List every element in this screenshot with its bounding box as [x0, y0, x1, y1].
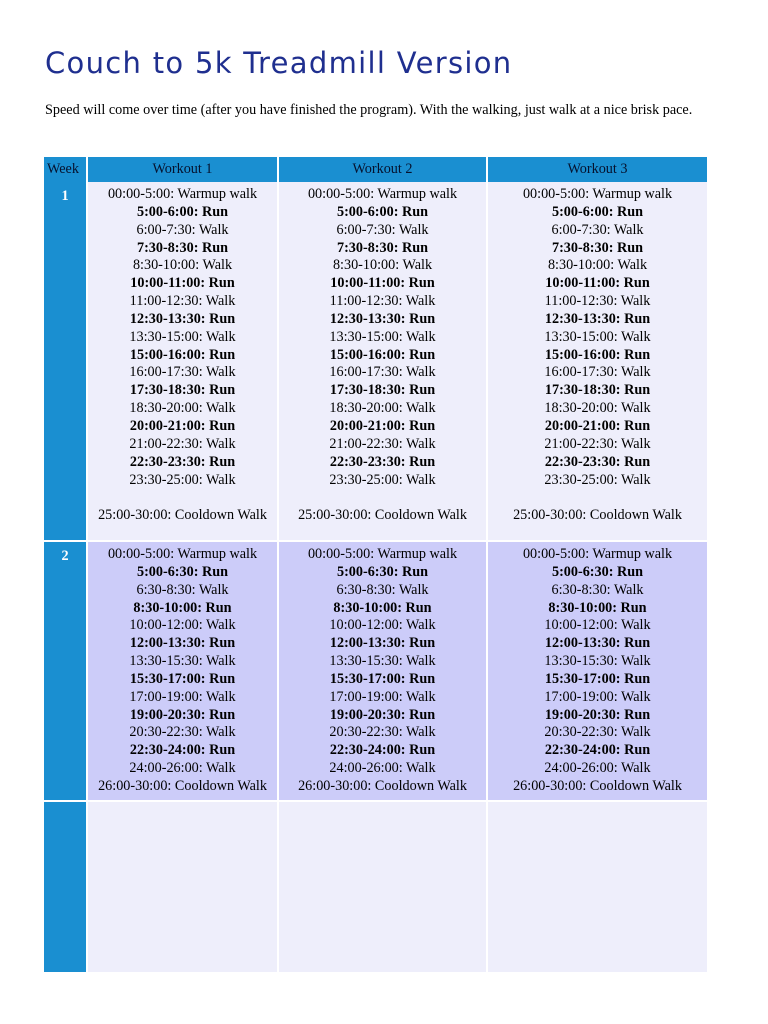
table-row — [44, 542, 707, 802]
run-interval: 12:00-13:30: Run — [329, 635, 436, 652]
run-interval: 5:00-6:00: Run — [136, 203, 229, 220]
run-interval: 19:00-20:30: Run — [544, 706, 651, 723]
run-interval: 12:00-13:30: Run — [544, 635, 651, 652]
walk-interval: 6:30-8:30: Walk — [551, 581, 644, 598]
walk-interval: 10:00-12:00: Walk — [544, 617, 651, 634]
walk-interval: 6:00-7:30: Walk — [551, 221, 644, 238]
run-interval: 8:30-10:00: Run — [133, 599, 232, 616]
run-interval: 5:00-6:00: Run — [551, 203, 644, 220]
walk-interval: 13:30-15:30: Walk — [544, 653, 651, 670]
walk-interval: 16:00-17:30: Walk — [129, 364, 236, 381]
walk-interval: 00:00-5:00: Warmup walk — [307, 546, 458, 562]
walk-interval: 25:00-30:00: Cooldown Walk — [298, 507, 467, 524]
run-interval: 7:30-8:30: Run — [136, 239, 229, 256]
walk-interval: 21:00-22:30: Walk — [129, 435, 236, 452]
header-workout-3: Workout 3 — [488, 157, 707, 182]
workout-cell — [279, 542, 486, 802]
walk-interval: 11:00-12:30: Walk — [544, 293, 651, 310]
walk-interval: 23:30-25:00: Walk — [129, 471, 236, 488]
intro-paragraph: Speed will come over time (after you have finished the program). With the walking, just walk at a nice brisk pace. — [45, 102, 693, 118]
run-interval: 10:00-11:00: Run — [545, 275, 650, 292]
workout-cell — [279, 802, 486, 972]
walk-interval: 8:30-10:00: Walk — [132, 257, 233, 274]
run-interval: 15:30-17:00: Run — [329, 670, 436, 687]
header-week: Week — [44, 157, 86, 182]
walk-interval: 26:00-30:00: Cooldown Walk — [98, 777, 267, 794]
workout-cell — [488, 182, 707, 542]
walk-interval: 26:00-30:00: Cooldown Walk — [513, 777, 682, 794]
walk-interval: 20:30-22:30: Walk — [129, 724, 236, 741]
walk-interval: 16:00-17:30: Walk — [544, 364, 651, 381]
run-interval: 8:30-10:00: Run — [333, 599, 432, 616]
run-interval: 17:30-18:30: Run — [544, 382, 651, 399]
run-interval: 10:00-11:00: Run — [130, 275, 235, 292]
walk-interval: 00:00-5:00: Warmup walk — [107, 186, 258, 202]
table-row — [44, 182, 707, 542]
walk-interval: 8:30-10:00: Walk — [547, 257, 648, 274]
walk-interval: 18:30-20:00: Walk — [129, 400, 236, 417]
walk-interval: 17:00-19:00: Walk — [544, 688, 651, 705]
run-interval: 15:00-16:00: Run — [129, 346, 236, 363]
run-interval: 19:00-20:30: Run — [329, 706, 436, 723]
walk-interval: 11:00-12:30: Walk — [329, 293, 436, 310]
walk-interval: 13:30-15:00: Walk — [329, 328, 436, 345]
walk-interval: 16:00-17:30: Walk — [329, 364, 436, 381]
run-interval: 22:30-23:30: Run — [129, 453, 236, 470]
workout-cell — [279, 182, 486, 542]
walk-interval: 21:00-22:30: Walk — [544, 435, 651, 452]
run-interval: 15:00-16:00: Run — [544, 346, 651, 363]
run-interval: 15:30-17:00: Run — [129, 670, 236, 687]
walk-interval: 13:30-15:00: Walk — [544, 328, 651, 345]
walk-interval: 6:00-7:30: Walk — [336, 221, 429, 238]
table-header-row — [44, 157, 707, 182]
walk-interval: 6:00-7:30: Walk — [136, 221, 229, 238]
walk-interval: 24:00-26:00: Walk — [544, 760, 651, 777]
header-workout-2: Workout 2 — [279, 157, 486, 182]
run-interval: 20:00-21:00: Run — [129, 417, 236, 434]
walk-interval: 24:00-26:00: Walk — [329, 760, 436, 777]
walk-interval: 00:00-5:00: Warmup walk — [522, 186, 673, 202]
walk-interval: 13:30-15:00: Walk — [129, 328, 236, 345]
walk-interval: 25:00-30:00: Cooldown Walk — [513, 507, 682, 524]
walk-interval: 17:00-19:00: Walk — [329, 688, 436, 705]
run-interval: 12:30-13:30: Run — [329, 310, 436, 327]
run-interval: 12:30-13:30: Run — [544, 310, 651, 327]
week-number — [44, 802, 86, 972]
workout-cell — [488, 542, 707, 802]
page-title: Couch to 5k Treadmill Version — [45, 46, 513, 80]
run-interval: 12:00-13:30: Run — [129, 635, 236, 652]
walk-interval: 18:30-20:00: Walk — [544, 400, 651, 417]
walk-interval: 00:00-5:00: Warmup walk — [107, 546, 258, 562]
run-interval: 22:30-23:30: Run — [544, 453, 651, 470]
workout-cell — [88, 802, 277, 972]
run-interval: 7:30-8:30: Run — [551, 239, 644, 256]
workout-cell — [488, 802, 707, 972]
walk-interval: 23:30-25:00: Walk — [544, 471, 651, 488]
run-interval: 20:00-21:00: Run — [544, 417, 651, 434]
week-number: 2 — [44, 542, 86, 802]
run-interval: 22:30-24:00: Run — [544, 742, 651, 759]
header-workout-1: Workout 1 — [88, 157, 277, 182]
run-interval: 15:30-17:00: Run — [544, 670, 651, 687]
run-interval: 10:00-11:00: Run — [330, 275, 435, 292]
workout-cell — [88, 542, 277, 802]
run-interval: 5:00-6:00: Run — [336, 203, 429, 220]
run-interval: 7:30-8:30: Run — [336, 239, 429, 256]
run-interval: 22:30-24:00: Run — [329, 742, 436, 759]
run-interval: 22:30-24:00: Run — [129, 742, 236, 759]
walk-interval: 13:30-15:30: Walk — [329, 653, 436, 670]
walk-interval: 6:30-8:30: Walk — [336, 581, 429, 598]
run-interval: 15:00-16:00: Run — [329, 346, 436, 363]
run-interval: 5:00-6:30: Run — [336, 563, 429, 580]
run-interval: 8:30-10:00: Run — [548, 599, 647, 616]
walk-interval: 23:30-25:00: Walk — [329, 471, 436, 488]
table-row — [44, 802, 707, 972]
walk-interval: 17:00-19:00: Walk — [129, 688, 236, 705]
run-interval: 19:00-20:30: Run — [129, 706, 236, 723]
walk-interval: 20:30-22:30: Walk — [329, 724, 436, 741]
run-interval: 22:30-23:30: Run — [329, 453, 436, 470]
walk-interval: 10:00-12:00: Walk — [129, 617, 236, 634]
workout-table — [42, 157, 709, 972]
walk-interval: 10:00-12:00: Walk — [329, 617, 436, 634]
walk-interval: 8:30-10:00: Walk — [332, 257, 433, 274]
run-interval: 20:00-21:00: Run — [329, 417, 436, 434]
walk-interval: 26:00-30:00: Cooldown Walk — [298, 777, 467, 794]
walk-interval: 13:30-15:30: Walk — [129, 653, 236, 670]
walk-interval: 21:00-22:30: Walk — [329, 435, 436, 452]
walk-interval: 11:00-12:30: Walk — [129, 293, 236, 310]
week-number: 1 — [44, 182, 86, 542]
run-interval: 17:30-18:30: Run — [329, 382, 436, 399]
run-interval: 12:30-13:30: Run — [129, 310, 236, 327]
run-interval: 17:30-18:30: Run — [129, 382, 236, 399]
walk-interval: 00:00-5:00: Warmup walk — [307, 186, 458, 202]
walk-interval: 18:30-20:00: Walk — [329, 400, 436, 417]
walk-interval: 25:00-30:00: Cooldown Walk — [98, 507, 267, 524]
run-interval: 5:00-6:30: Run — [136, 563, 229, 580]
workout-cell — [88, 182, 277, 542]
walk-interval: 6:30-8:30: Walk — [136, 581, 229, 598]
walk-interval: 24:00-26:00: Walk — [129, 760, 236, 777]
run-interval: 5:00-6:30: Run — [551, 563, 644, 580]
walk-interval: 20:30-22:30: Walk — [544, 724, 651, 741]
walk-interval: 00:00-5:00: Warmup walk — [522, 546, 673, 562]
